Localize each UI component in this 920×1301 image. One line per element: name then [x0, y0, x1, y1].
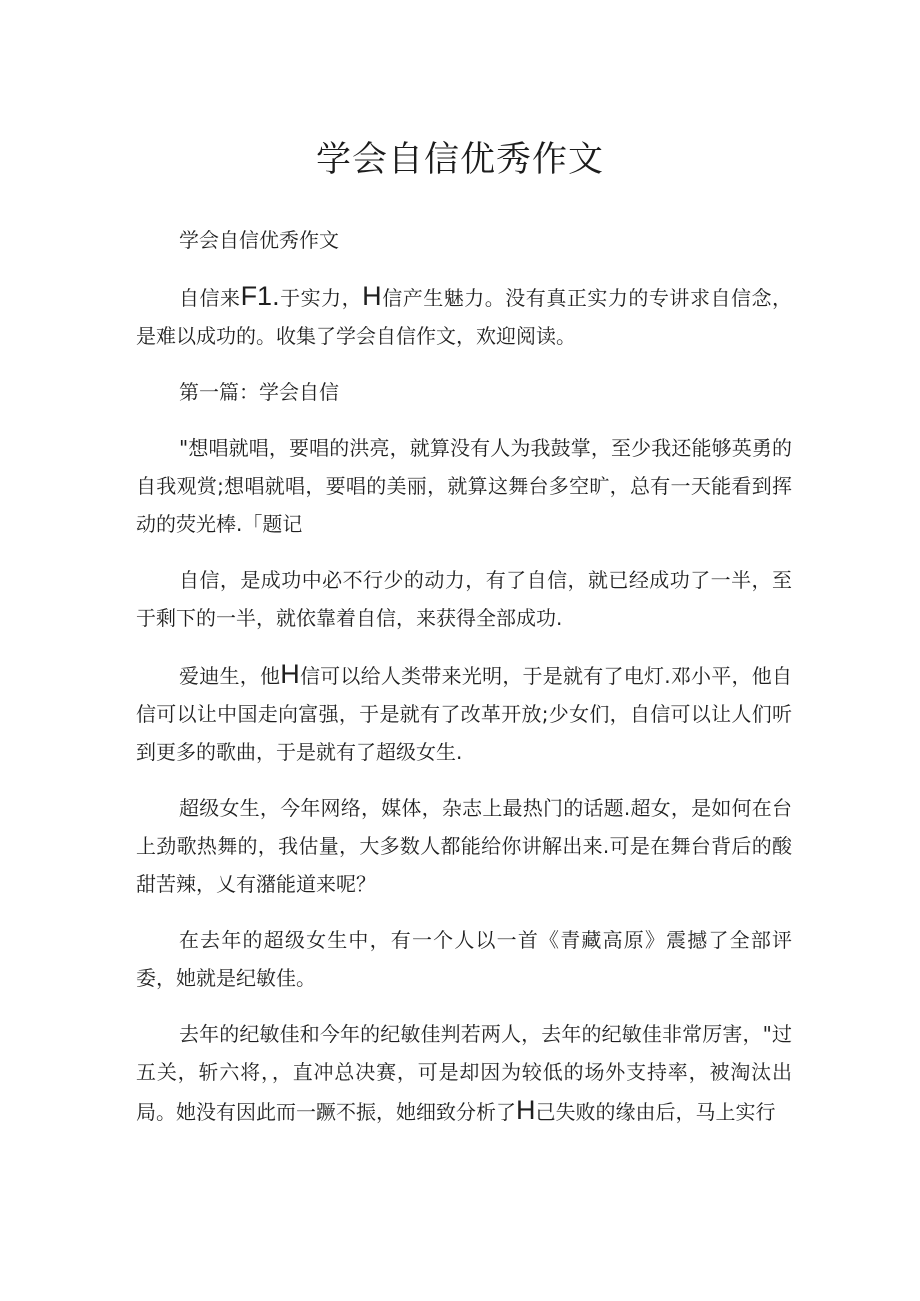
paragraph [136, 429, 792, 543]
paragraph-text-segment: 己失败的缘由后，马上实行 [535, 1100, 776, 1124]
paragraph [136, 561, 792, 637]
paragraph-text-segment: H [280, 659, 300, 689]
paragraph-text-segment: "想唱就唱，要唱的洪亮，就算没有人为我鼓掌，至少我还能够英勇的自我观赏;想唱就唱，要唱的美丽，就算这舞台多空旷，总有一天能看到挥动的荧光棒.「题记 [136, 436, 792, 536]
paragraph [136, 921, 792, 997]
paragraph-text-segment: 于实力， [279, 286, 363, 310]
paragraph [136, 655, 792, 771]
paragraph-text-segment: 自信，是成功中必不行少的动力，有了自信，就已经成功了一半，至于剩下的一半，就依靠着自信，来获得全部成功. [136, 568, 792, 630]
paragraph-text-segment: H [516, 1095, 536, 1125]
document-body [136, 221, 792, 1149]
paragraph [136, 277, 792, 355]
paragraph-text-segment: 自信来 [179, 286, 241, 310]
document-title: 学会自信优秀作文 [315, 140, 604, 180]
paragraph [136, 221, 792, 259]
paragraph [136, 789, 792, 903]
paragraph [136, 1015, 792, 1131]
paragraph-text-segment: 爱迪生，他 [179, 664, 281, 688]
paragraph-text-segment: 在去年的超级女生中，有一个人以一首《青藏高原》震撼了全部评委，她就是纪敏佳。 [136, 928, 792, 990]
paragraph-text-segment: 超级女生，今年网络，媒体，杂志上最热门的话题.超女，是如何在台上劲歌热舞的，我估量，大多数人都能给你讲解出来.可是在舞台背后的酸甜苦辣，乂有潴能道来呢？ [136, 796, 792, 896]
paragraph-text-segment: F1. [240, 281, 280, 311]
paragraph-text-segment: 第一篇：学会自信 [179, 380, 339, 404]
paragraph-text-segment: 信可以给人类带来光明，于是就有了电灯.邓小平，他自信可以让中国走向富强，于是就有了改革开放;少女们，自信可以让人们听到更多的歌曲，于是就有了超级女生. [136, 664, 793, 764]
paragraph-text-segment: H [362, 281, 382, 311]
paragraph [136, 373, 792, 411]
paragraph-text-segment: 信产生魅力。没有真正实力的专讲求自信念，是难以成功的。收集了学会自信作文，欢迎阅读。 [136, 286, 793, 348]
paragraph-text-segment: 去年的纪敏佳和今年的纪敏佳判若两人，去年的纪敏佳非常厉害，"过五关，斩六将，，直冲总决赛，可是却因为较低的场外支持率，被淘汰出局。她没有因此而一蹶不振，她细致分析了 [136, 1022, 792, 1124]
paragraph-text-segment: 学会自信优秀作文 [179, 228, 339, 252]
